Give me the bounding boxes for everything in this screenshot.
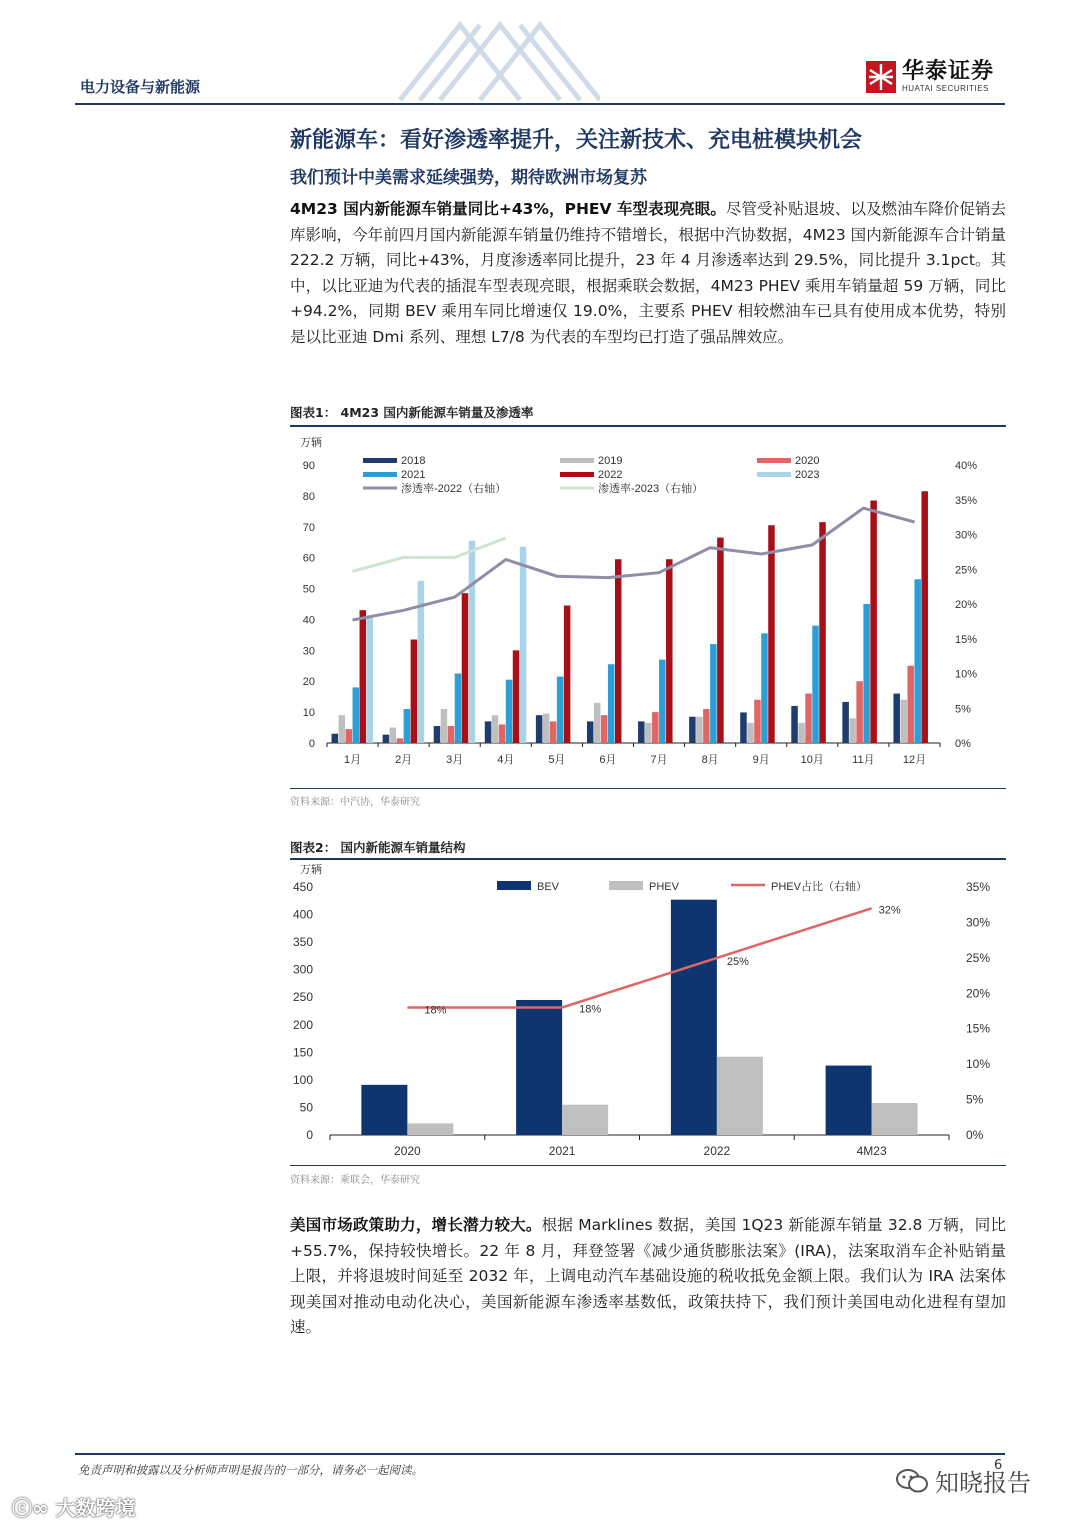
bar-2021	[812, 626, 819, 743]
x-tick-label: 4M23	[856, 1144, 887, 1158]
bar-2019	[747, 723, 754, 743]
bar-2023	[469, 541, 476, 743]
y2-tick-label: 15%	[955, 633, 978, 646]
y-tick-label: 70	[302, 521, 315, 534]
bar-PHEV	[562, 1105, 608, 1135]
bar-2021	[608, 664, 615, 743]
bar-2018	[485, 721, 492, 743]
figure-1-rule	[290, 425, 1006, 427]
figure-1-source-rule	[290, 788, 1006, 789]
chart-2	[285, 860, 1006, 1165]
x-tick-label: 4月	[497, 754, 515, 766]
bar-2018	[689, 717, 696, 743]
y-axis-unit: 万辆	[300, 864, 322, 876]
x-tick-label: 3月	[446, 754, 464, 766]
bar-BEV	[516, 1000, 562, 1135]
bar-2022	[819, 522, 826, 743]
bar-BEV	[826, 1066, 872, 1135]
paragraph-1-lead: 4M23 国内新能源车销量同比+43%，PHEV 车型表现亮眼。	[290, 200, 726, 218]
y2-tick-label: 25%	[966, 950, 991, 965]
line-phev-share	[407, 908, 871, 1007]
disclaimer: 免责声明和披露以及分析师声明是报告的一部分，请务必一起阅读。	[78, 1463, 423, 1477]
y2-tick-label: 35%	[955, 494, 978, 507]
header-rule	[75, 103, 1005, 105]
y-axis-unit: 万辆	[300, 437, 322, 449]
legend-swatch-2023	[757, 472, 791, 477]
bar-2020	[601, 715, 608, 743]
bar-PHEV	[407, 1123, 453, 1135]
y-tick-label: 0	[306, 1128, 313, 1142]
legend-line-label: 渗透率-2022（右轴）	[401, 483, 507, 495]
y-tick-label: 300	[292, 962, 313, 977]
chart-1	[285, 430, 1006, 785]
bar-2022	[513, 650, 520, 743]
bar-2019	[543, 714, 550, 743]
bar-2023	[520, 547, 527, 743]
bar-2021	[914, 579, 921, 743]
bar-2020	[346, 729, 353, 743]
y-tick-label: 400	[292, 907, 313, 922]
legend-line-label: PHEV占比（右轴）	[771, 881, 867, 893]
bar-2022	[411, 640, 418, 743]
bar-2018	[332, 734, 339, 743]
logo-en: HUATAI SECURITIES	[902, 84, 989, 93]
bar-2022	[615, 559, 622, 743]
bar-2022	[462, 593, 469, 743]
watermark-right-text: 知晓报告	[935, 1469, 1031, 1497]
bar-2022	[870, 501, 877, 743]
legend-label-2023: 2023	[795, 469, 820, 481]
watermark-right	[895, 1463, 1031, 1498]
legend-label-PHEV: PHEV	[649, 881, 679, 893]
legend-swatch-2021	[363, 472, 397, 477]
sub-heading: 我们预计中美需求延续强势，期待欧洲市场复苏	[290, 168, 647, 188]
legend-label-2019: 2019	[598, 455, 623, 467]
y-tick-label: 450	[292, 880, 313, 894]
x-tick-label: 8月	[701, 754, 719, 766]
x-tick-label: 2022	[703, 1144, 731, 1158]
x-tick-label: 1月	[343, 754, 362, 766]
y2-tick-label: 40%	[955, 460, 978, 472]
header-decoration	[380, 20, 600, 102]
y2-tick-label: 0%	[966, 1128, 984, 1142]
y-tick-label: 10	[302, 707, 315, 720]
legend-swatch-2019	[560, 458, 594, 463]
x-tick-label: 9月	[752, 754, 770, 766]
x-tick-label: 2020	[394, 1144, 421, 1158]
paragraph-1-body: 尽管受补贴退坡、以及燃油车降价促销去库影响，今年前四月国内新能源车销量仍维持不错增长，根据中汽协数据，4M23 国内新能源车合计销量 222.2 万辆，同比+43%，月度渗透率同比提升，23 年 4 月渗透率达到 29.5%，同比提升 3.1pct。其中，以比亚迪为代表的插混车型表现亮眼，根据乘联会数据，4M23 PHEV 乘用车销量超 59 万辆，同比+94.2%，同期 BEV 乘用车同比增速仅 19.0%，主要系 PHEV 相较燃油车已具有使用成本优势，特别是以比亚迪 Dmi 系列、理想 L7/8 为代表的车型均已打造了强品牌效应。	[290, 200, 1006, 346]
y2-tick-label: 5%	[966, 1092, 984, 1107]
y-tick-label: 250	[292, 990, 313, 1005]
page-number: 6	[994, 1458, 1003, 1473]
bar-2018	[383, 735, 390, 743]
bar-2019	[798, 723, 805, 743]
data-label-share: 25%	[726, 955, 749, 968]
bar-2019	[492, 715, 499, 743]
y-tick-label: 200	[292, 1017, 313, 1032]
bar-2020	[805, 694, 812, 743]
y2-tick-label: 30%	[966, 915, 991, 930]
bar-2022	[666, 559, 673, 743]
bar-2018	[638, 721, 645, 743]
bar-2022	[360, 610, 367, 743]
y-tick-label: 90	[302, 460, 315, 472]
legend-swatch-2018	[363, 458, 397, 463]
bar-2018	[893, 694, 900, 743]
watermark-left-text: 大数跨境	[55, 1496, 136, 1520]
bar-2022	[564, 606, 571, 743]
bar-2019	[441, 709, 448, 743]
bar-2020	[550, 721, 557, 743]
y-tick-label: 30	[302, 645, 315, 658]
bar-BEV	[671, 900, 717, 1135]
bar-2018	[536, 715, 543, 743]
bar-2021	[506, 680, 513, 743]
x-tick-label: 2021	[548, 1144, 576, 1158]
bar-2020	[499, 724, 506, 743]
legend-label-BEV: BEV	[537, 881, 560, 893]
y2-tick-label: 30%	[955, 529, 978, 542]
paragraph-2-lead: 美国市场政策助力，增长潜力较大。	[290, 1216, 542, 1234]
bar-2021	[353, 687, 360, 743]
bar-2019	[390, 728, 397, 743]
bar-2021	[761, 633, 768, 743]
x-tick-label: 5月	[548, 754, 566, 766]
bar-PHEV	[872, 1103, 918, 1135]
footer-rule	[75, 1453, 1005, 1455]
data-label-share: 18%	[579, 1003, 602, 1016]
x-tick-label: 10月	[800, 754, 824, 766]
main-heading: 新能源车：看好渗透率提升，关注新技术、充电桩模块机会	[290, 127, 863, 153]
bar-2018	[434, 726, 441, 743]
figure-2-source-rule	[290, 1165, 1006, 1166]
legend-label-2022: 2022	[598, 469, 623, 481]
x-tick-label: 2月	[395, 754, 413, 766]
y-tick-label: 50	[302, 583, 315, 596]
bar-2021	[659, 660, 666, 743]
line-penetration-1	[353, 538, 506, 571]
y2-tick-label: 35%	[966, 880, 991, 894]
y-tick-label: 20	[302, 676, 315, 689]
bar-2018	[842, 702, 849, 743]
section-title: 电力设备与新能源	[80, 78, 201, 96]
y2-tick-label: 15%	[966, 1021, 991, 1036]
bar-2018	[791, 706, 798, 743]
watermark-left-icon: ⓒ∞	[12, 1496, 56, 1520]
huatai-logo	[866, 60, 994, 93]
y2-tick-label: 10%	[955, 668, 978, 681]
bar-2019	[339, 715, 346, 743]
bar-2019	[594, 703, 601, 743]
y-tick-label: 40	[302, 614, 315, 627]
bar-2021	[557, 677, 564, 743]
y-tick-label: 50	[299, 1100, 313, 1115]
y-tick-label: 350	[292, 935, 313, 950]
paragraph-2-body: 根据 Marklines 数据，美国 1Q23 新能源车销量 32.8 万辆，同比+55.7%，保持较快增长。22 年 8 月，拜登签署《减少通货膨胀法案》(IRA)，法案取消车企补贴销量上限，并将退坡时间延至 2032 年，上调电动汽车基础设施的税收抵免金额上限。我们认为 IRA 法案体现美国对推动电动化决心，美国新能源车渗透率基数低，政策扶持下，我们预计美国电动化进程有望加速。	[290, 1216, 1006, 1336]
data-label-share: 18%	[424, 1004, 447, 1017]
bar-2020	[907, 666, 914, 743]
wechat-icon	[895, 1467, 929, 1495]
x-tick-label: 7月	[650, 754, 668, 766]
logo-cn: 华泰证券	[902, 59, 995, 84]
bar-2018	[587, 721, 594, 743]
figure-2-title: 图表2： 国内新能源车销量结构	[290, 840, 466, 855]
bar-2021	[710, 644, 717, 743]
bar-2020	[703, 709, 710, 743]
bar-2022	[768, 525, 775, 743]
y-tick-label: 80	[302, 490, 315, 503]
legend-line-label: 渗透率-2023（右轴）	[598, 483, 704, 495]
bar-2022	[717, 538, 724, 743]
x-tick-label: 12月	[902, 754, 927, 766]
bar-2023	[367, 616, 374, 743]
bar-2020	[754, 700, 761, 743]
line-penetration-0	[353, 508, 915, 620]
y2-tick-label: 5%	[955, 703, 971, 716]
paragraph-1	[290, 197, 1006, 350]
y-tick-label: 100	[292, 1072, 313, 1087]
y2-tick-label: 20%	[966, 986, 991, 1001]
paragraph-2	[290, 1213, 1006, 1341]
legend-swatch-2022	[560, 472, 594, 477]
bar-PHEV	[717, 1057, 763, 1135]
bar-2019	[900, 700, 907, 743]
legend-swatch-BEV	[497, 881, 531, 890]
watermark-left	[12, 1492, 136, 1521]
huatai-logo-icon	[866, 61, 896, 93]
legend-label-2018: 2018	[401, 455, 426, 467]
bar-2019	[696, 717, 703, 743]
bar-2020	[856, 681, 863, 743]
bar-2020	[448, 726, 455, 743]
y-tick-label: 150	[292, 1045, 313, 1060]
bar-2019	[645, 723, 652, 743]
bar-2021	[404, 709, 411, 743]
bar-2020	[397, 738, 404, 743]
y2-tick-label: 20%	[955, 599, 978, 611]
y2-tick-label: 10%	[966, 1057, 991, 1072]
legend-swatch-2020	[757, 458, 791, 463]
bar-2020	[652, 712, 659, 743]
bar-2019	[849, 718, 856, 743]
legend-label-2020: 2020	[795, 455, 820, 467]
bar-2022	[921, 491, 928, 743]
bar-2021	[455, 674, 462, 744]
y-tick-label: 0	[308, 738, 315, 750]
data-label-share: 32%	[878, 904, 901, 917]
bar-BEV	[361, 1085, 407, 1135]
x-tick-label: 11月	[852, 754, 875, 766]
x-tick-label: 6月	[599, 754, 617, 766]
y2-tick-label: 25%	[955, 564, 978, 577]
figure-1-title: 图表1： 4M23 国内新能源车销量及渗透率	[290, 405, 534, 420]
figure-1-source: 资料来源：中汽协，华泰研究	[290, 797, 420, 808]
y2-tick-label: 0%	[955, 738, 971, 750]
bar-2021	[863, 604, 870, 743]
bar-2018	[740, 712, 747, 743]
legend-label-2021: 2021	[401, 469, 426, 481]
legend-swatch-PHEV	[609, 881, 643, 890]
figure-2-source: 资料来源：乘联会，华泰研究	[290, 1175, 420, 1186]
y-tick-label: 60	[302, 552, 315, 565]
